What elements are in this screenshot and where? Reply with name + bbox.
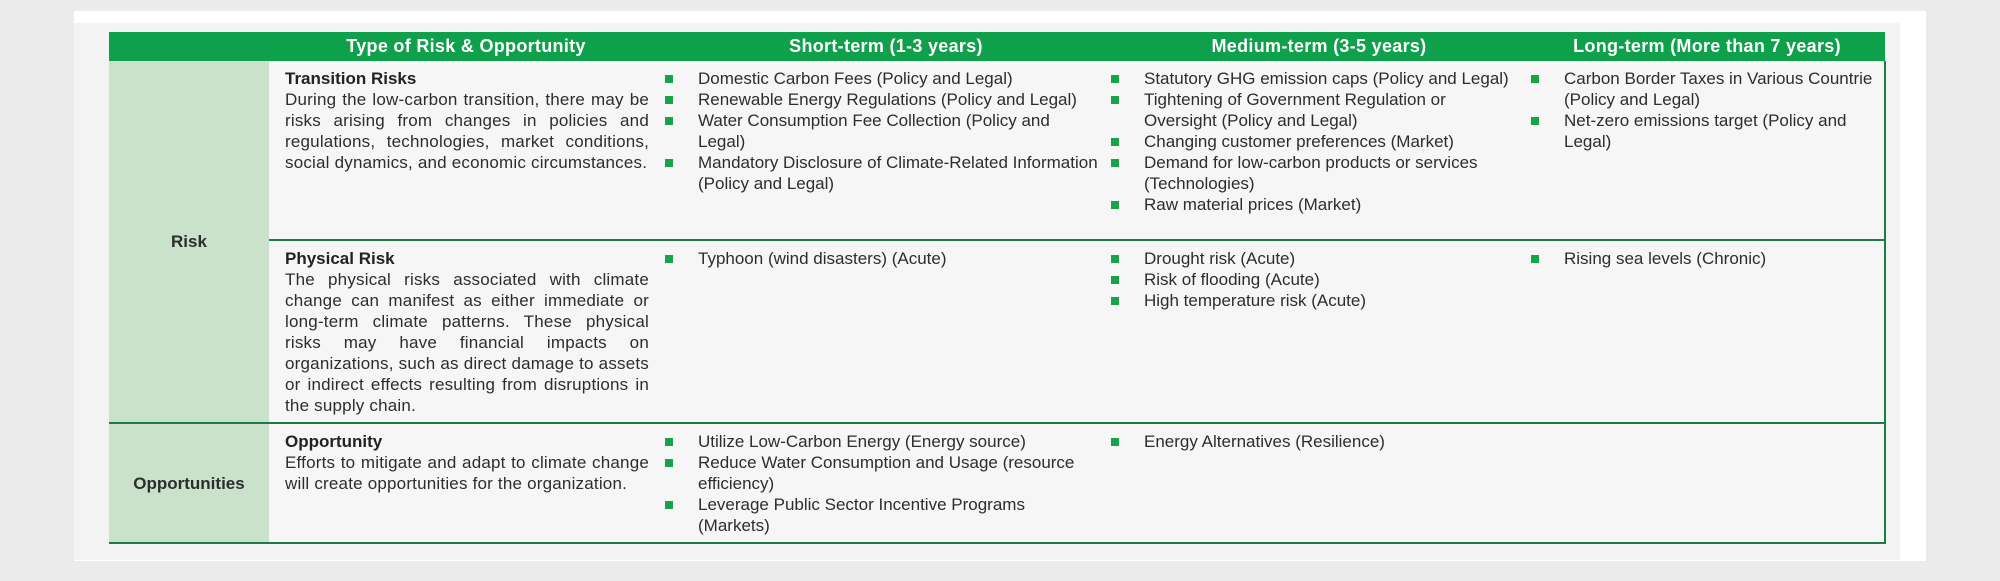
square-bullet-icon [1531,255,1539,263]
list-item [1109,131,1521,152]
list-item [663,452,1101,494]
list-item-text: Statutory GHG emission caps (Policy and Legal) [1144,69,1509,88]
square-bullet-icon [1111,276,1119,284]
bullet-list [663,61,1109,200]
list-item-text: Energy Alternatives (Resilience) [1144,432,1385,451]
long-term-cell [1529,240,1885,423]
table-header-row [109,32,1885,61]
list-item [1109,89,1521,131]
medium-term-cell [1109,423,1529,543]
category-risk: Risk [109,61,269,423]
square-bullet-icon [1111,201,1119,209]
list-item [1109,152,1521,194]
square-bullet-icon [665,159,673,167]
list-item-text: Carbon Border Taxes in Various Countrie (Policy and Legal) [1564,69,1873,109]
short-term-cell [663,61,1109,240]
category-opportunities: Opportunities [109,423,269,543]
table-row-physical-risk [109,240,1885,423]
medium-term-cell [1109,61,1529,240]
list-item-text: Net-zero emissions target (Policy and Legal) [1564,111,1847,151]
row-title: Opportunity [285,432,383,451]
square-bullet-icon [665,117,673,125]
long-term-cell [1529,423,1885,543]
list-item [663,89,1101,110]
square-bullet-icon [665,96,673,104]
square-bullet-icon [1111,255,1119,263]
header-blank [109,32,269,61]
list-item [663,431,1101,452]
list-item-text: Domestic Carbon Fees (Policy and Legal) [698,69,1013,88]
list-item [1529,68,1876,110]
list-item-text: High temperature risk (Acute) [1144,291,1367,310]
header-type: Type of Risk & Opportunity [269,32,663,61]
square-bullet-icon [1531,117,1539,125]
type-cell-opportunity [269,423,663,543]
bullet-list [1529,61,1884,158]
list-item [663,110,1101,152]
list-item [1109,248,1521,269]
header-short-term: Short-term (1-3 years) [663,32,1109,61]
list-item-text: Rising sea levels (Chronic) [1564,249,1767,268]
square-bullet-icon [1111,159,1119,167]
list-item-text: Leverage Public Sector Incentive Programs (Markets) [698,495,1025,535]
list-item [1529,110,1876,152]
list-item [1529,248,1876,269]
square-bullet-icon [665,459,673,467]
list-item-text: Tightening of Government Regulation or Oversight (Policy and Legal) [1144,90,1446,130]
list-item [663,494,1101,536]
list-item [1109,68,1521,89]
square-bullet-icon [665,501,673,509]
list-item-text: Raw material prices (Market) [1144,195,1362,214]
table-row-transition-risks [109,61,1885,240]
square-bullet-icon [1111,438,1119,446]
bullet-list [663,241,1109,275]
short-term-cell [663,240,1109,423]
document-card [74,11,1926,561]
list-item [1109,290,1521,311]
bullet-list [1109,241,1529,317]
medium-term-cell [1109,240,1529,423]
list-item-text: Renewable Energy Regulations (Policy and Legal) [698,90,1077,109]
row-description: During the low-carbon transition, there may be risks arising from changes in policies and regulations, technologies, market conditions, social dynamics, and economic circumstances. [285,90,649,172]
list-item-text: Typhoon (wind disasters) (Acute) [698,249,947,268]
list-item-text: Changing customer preferences (Market) [1144,132,1454,151]
list-item [663,248,1101,269]
row-title: Transition Risks [285,69,417,88]
list-item [663,68,1101,89]
square-bullet-icon [1111,138,1119,146]
square-bullet-icon [665,75,673,83]
list-item-text: Risk of flooding (Acute) [1144,270,1320,289]
square-bullet-icon [665,255,673,263]
row-description: Efforts to mitigate and adapt to climate change will create opportunities for the organization. [285,453,649,493]
bullet-list [1529,424,1884,437]
climate-risk-table [109,32,1886,544]
square-bullet-icon [1111,96,1119,104]
square-bullet-icon [665,438,673,446]
type-cell-transition [269,61,663,240]
list-item-text: Utilize Low-Carbon Energy (Energy source) [698,432,1026,451]
bullet-list [1529,241,1884,275]
square-bullet-icon [1531,75,1539,83]
list-item [1109,194,1521,215]
list-item-text: Demand for low-carbon products or services (Technologies) [1144,153,1478,193]
bullet-list [1109,424,1529,458]
bullet-list [663,424,1109,542]
square-bullet-icon [1111,75,1119,83]
list-item [663,152,1101,194]
short-term-cell [663,423,1109,543]
bullet-list [1109,61,1529,221]
header-long-term: Long-term (More than 7 years) [1529,32,1885,61]
list-item-text: Drought risk (Acute) [1144,249,1296,268]
row-description: The physical risks associated with climate change can manifest as either immediate or long-term climate patterns. These physical risks may have financial impacts on organizations, such as direct damage to assets or indirect effects resulting from disruptions in the supply chain. [285,270,649,415]
list-item-text: Mandatory Disclosure of Climate-Related Information (Policy and Legal) [698,153,1098,193]
table-row-opportunity [109,423,1885,543]
row-title: Physical Risk [285,249,395,268]
document-inner-panel [74,23,1900,560]
list-item-text: Reduce Water Consumption and Usage (resource efficiency) [698,453,1075,493]
square-bullet-icon [1111,297,1119,305]
list-item-text: Water Consumption Fee Collection (Policy and Legal) [698,111,1050,151]
long-term-cell [1529,61,1885,240]
list-item [1109,269,1521,290]
list-item [1109,431,1521,452]
type-cell-physical [269,240,663,423]
header-medium-term: Medium-term (3-5 years) [1109,32,1529,61]
